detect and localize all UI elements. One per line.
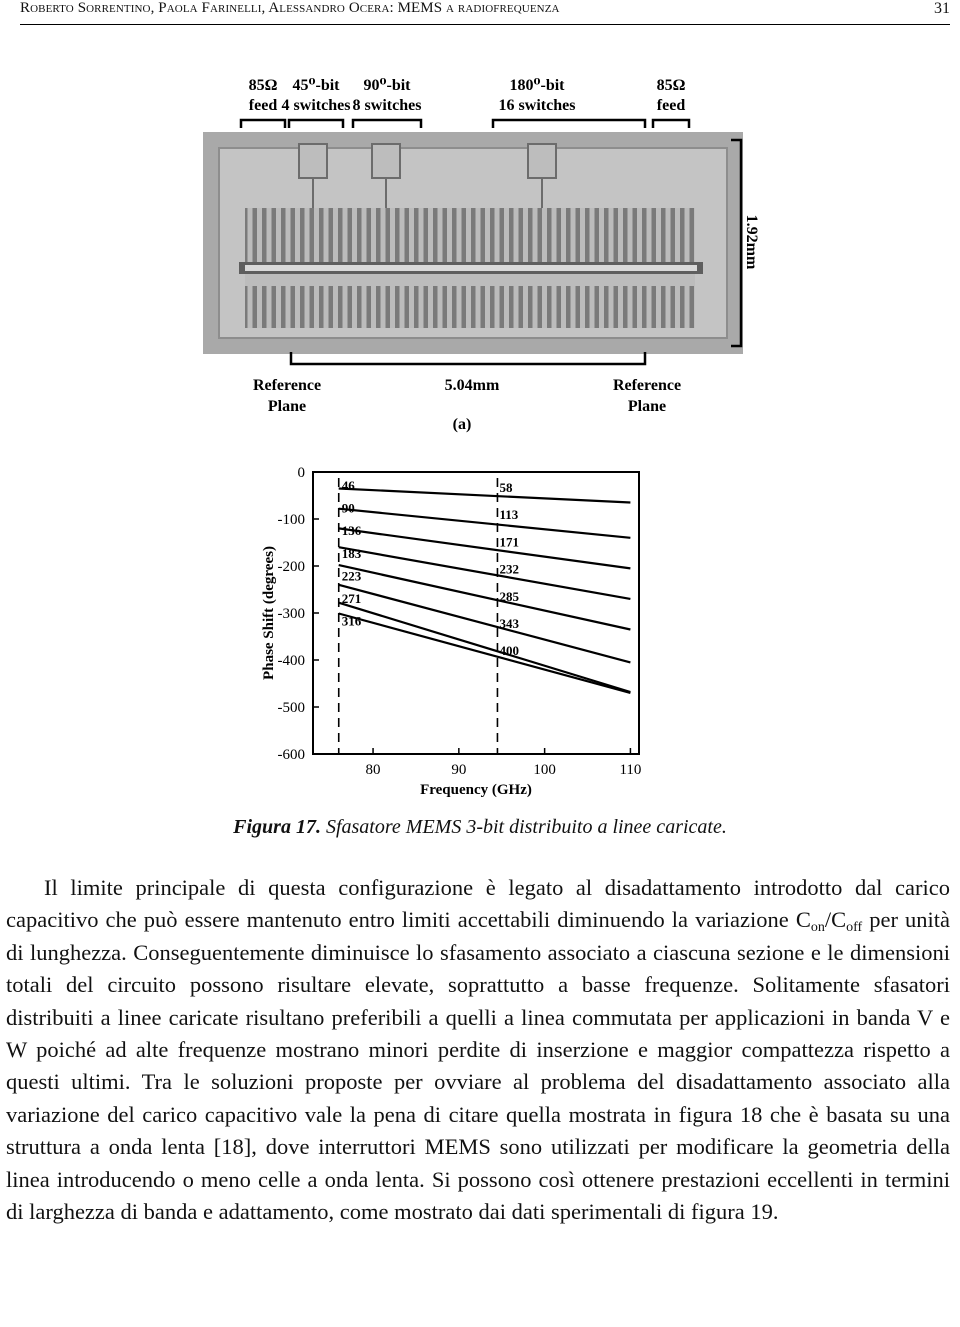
page-number: 31 bbox=[934, 0, 950, 17]
label-90-bit: 90⁰-bit bbox=[363, 77, 411, 94]
bias-pad-180 bbox=[528, 144, 556, 178]
x-tick-label: 110 bbox=[619, 762, 642, 778]
series-annotation-right: 171 bbox=[499, 534, 519, 550]
series-annotation-right: 285 bbox=[499, 588, 519, 604]
label-8-switches: 8 switches bbox=[352, 97, 422, 114]
phase-shift-series-line bbox=[339, 614, 631, 693]
series-annotation-right: 343 bbox=[499, 616, 519, 631]
x-tick-label: 90 bbox=[451, 762, 467, 778]
label-reference-left-2: Plane bbox=[267, 398, 307, 415]
x-axis-label: Frequency (GHz) bbox=[420, 782, 532, 798]
series-annotation-left: 223 bbox=[341, 568, 362, 584]
subscript-off: off bbox=[846, 920, 863, 936]
series-annotation-right: 232 bbox=[499, 561, 519, 577]
series-annotation-left: 90 bbox=[341, 500, 355, 516]
paragraph-text-2: /C bbox=[824, 907, 847, 933]
label-subfigure-a: (a) bbox=[452, 416, 472, 433]
series-annotation-right: 58 bbox=[499, 480, 513, 495]
running-title: Roberto Sorrentino, Paola Farinelli, Alessandro Ocera: MEMS a radiofrequenza bbox=[20, 0, 560, 16]
figure-caption bbox=[0, 816, 960, 839]
page-header bbox=[20, 0, 950, 22]
label-45-bit: 45⁰-bit bbox=[292, 77, 340, 94]
label-feed-right-impedance: 85Ω bbox=[656, 77, 686, 94]
label-height: 1.92mm bbox=[743, 214, 760, 270]
figure-b-chart bbox=[245, 450, 685, 810]
series-annotation-left: 316 bbox=[341, 613, 362, 629]
label-4-switches: 4 switches bbox=[281, 97, 351, 114]
y-tick-label: -200 bbox=[277, 559, 305, 575]
bias-pad-90 bbox=[372, 144, 400, 178]
series-annotation-left: 271 bbox=[341, 591, 362, 606]
bias-pad-45 bbox=[299, 144, 327, 178]
label-feed-right: feed bbox=[656, 97, 686, 114]
label-feed-left-impedance: 85Ω bbox=[248, 77, 278, 94]
figure-a-micrograph bbox=[175, 40, 765, 440]
chart-plot-frame bbox=[313, 472, 639, 754]
top-brackets bbox=[241, 120, 689, 128]
y-tick-label: -300 bbox=[277, 606, 305, 622]
paragraph-text-3: per unità di lunghezza. Conseguentemente diminuisce lo sfasamento associato a ciascuna sezione e le dimensioni totali del circuito possono risultare elevate, soprattutto a basse frequenze. Solitamente sfasatori distribuiti a linee caricate risultano preferibili a quelli a linea commutata per applicazioni in banda V e W poiché ad alte frequenze mostrano minori perdite di inserzione e maggior compattezza rispetto a questi ultimi. Tra le soluzioni proposte per ovviare al problema del disadattamento associato alla variazione del carico capacitivo vale la pena di citare quella mostrata in figura 18 che è basata su una struttura a onda lenta [18], dove interruttori MEMS sono utilizzati per modificare la geometria della linea introducendo o meno celle a onda lenta. Si possono così ottenere prestazioni eccellenti in termini di larghezza di banda e adattamento, come mostrato dai dati sperimentali di figura 19. bbox=[6, 907, 951, 1225]
cpw-line-highlight bbox=[245, 265, 697, 271]
body-paragraph bbox=[6, 872, 950, 1228]
label-reference-right-2: Plane bbox=[627, 398, 667, 415]
series-annotation-left: 183 bbox=[341, 545, 362, 561]
series-annotation-right: 400 bbox=[499, 643, 519, 659]
label-feed-left: feed bbox=[248, 97, 278, 114]
series-annotation-left: 46 bbox=[341, 478, 355, 493]
subscript-on: on bbox=[810, 920, 825, 936]
label-180-bit: 180⁰-bit bbox=[509, 77, 565, 94]
paragraph-text-1: Il limite principale di questa configurazione è legato al disadattamento introdotto dal carico capacitivo che può essere mantenuto entro limiti accettabili diminuendo la variazione C bbox=[6, 875, 950, 933]
y-tick-label: -100 bbox=[277, 512, 305, 528]
label-reference-left-1: Reference bbox=[252, 377, 322, 394]
label-width: 5.04mm bbox=[444, 377, 500, 394]
x-tick-label: 80 bbox=[365, 762, 381, 778]
label-reference-right-1: Reference bbox=[612, 377, 682, 394]
phase-shift-series-line bbox=[339, 603, 631, 692]
y-tick-label: -600 bbox=[277, 747, 305, 763]
x-tick-label: 100 bbox=[533, 762, 556, 778]
header-rule bbox=[20, 24, 950, 25]
phase-shift-series-line bbox=[339, 489, 631, 503]
caption-text: Sfasatore MEMS 3-bit distribuito a linee caricate. bbox=[320, 816, 727, 838]
y-axis-label: Phase Shift (degrees) bbox=[261, 546, 277, 680]
label-16-switches: 16 switches bbox=[498, 97, 576, 114]
y-tick-label: -400 bbox=[277, 653, 305, 669]
series-annotation-left: 136 bbox=[341, 523, 362, 539]
series-annotation-right: 113 bbox=[499, 507, 519, 523]
caption-label: Figura 17. bbox=[233, 816, 321, 838]
y-tick-label: -500 bbox=[277, 700, 305, 716]
phase-shift-series-line bbox=[339, 547, 631, 599]
y-tick-label: 0 bbox=[297, 465, 305, 481]
